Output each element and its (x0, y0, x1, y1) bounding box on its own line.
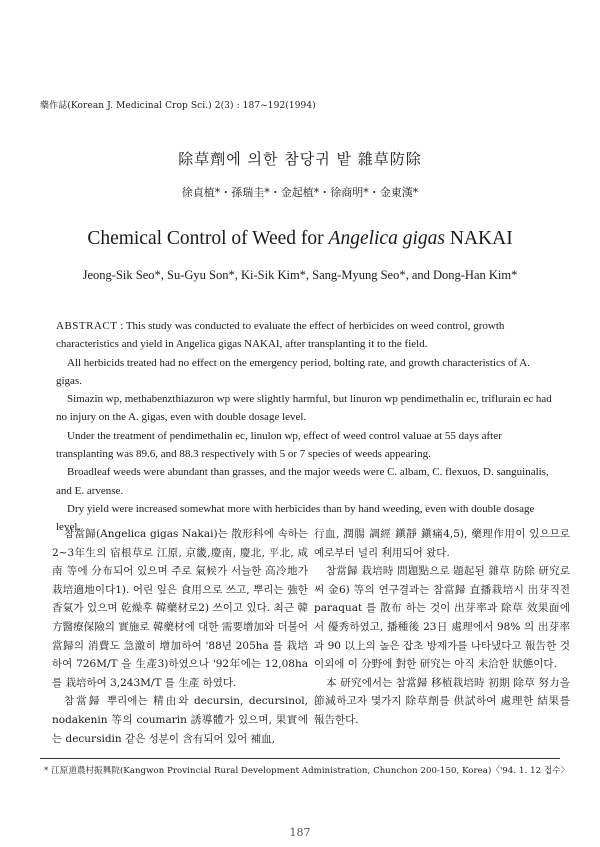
abstract-paragraph: Broadleaf weeds were abundant than grasses, and the major weeds were C. albam, C. flexuos, D. sanguinalis, and E. arvense. (56, 466, 549, 497)
abstract-label: ABSTRACT (56, 320, 118, 332)
footnote: * 江原道農村振興院(Kangwon Provincial Rural Development Administration, Chunchon 200-150, Korea)〈'94. 1. 12 접수〉 (44, 766, 570, 776)
body-column-right (314, 525, 570, 730)
title-korean: 除草劑에 의한 참당귀 밭 雜草防除 (178, 150, 422, 168)
title-english-species: Angelica gigas (328, 228, 445, 249)
body-paragraph: 참當歸 뿌리에는 精由와 decursin, decursinol, nodakenin 等의 coumarin 誘導體가 있으며, 果實에는 decursidin 같은 성분이 含有되어 있어 補血, (52, 695, 308, 745)
abstract-paragraph (56, 317, 556, 354)
body-paragraph: 참當歸 栽培時 問題點으로 題起된 雜草 防除 研究로써 金6) 等의 연구결과는 참當歸 直播栽培시 出芽직전 paraquat 를 散布 하는 것이 出芽率과 除草 效果面에서 優秀하였고, 播種後 23日 處理에서 98% 의 出芽率과 90 以上의 높은 잡초 방제가를 나타냈다고 報告한 것 이외에 이 分野에 對한 研究는 아직 未洽한 狀態이다. (314, 565, 570, 671)
title-english (0, 228, 600, 250)
abstract-paragraph: Dry yield were increased somewhat more with herbicides than by hand weeding, even with double dosage level. (56, 502, 535, 534)
abstract-paragraph: Under the treatment of pendimethalin ec, linulon wp, effect of weed control valuae at 55 days after transplanting was 89.6, and 88.3 respectively with 5 or 7 species of weeds appearing. (56, 429, 502, 461)
body-paragraph: 本 研究에서는 참當歸 移植栽培時 初期 除草 努力을 節減하고자 몇가지 除草劑를 供試하여 處理한 結果를 報告한다. (314, 676, 570, 726)
title-english-main: Chemical Control of Weed for (87, 228, 329, 249)
footnote-divider (40, 758, 560, 759)
body-paragraph: 行血, 潤腸 調經 鎭靜 鎭痛4,5), 藥理作用이 있으므로 예로부터 널리 利用되어 왔다. (314, 528, 570, 559)
abstract-text: : This study was conducted to evaluate the effect of herbicides on weed control, growth characteristics and yield in Angelica gigas NAKAI, after transplanting it to the field. (56, 320, 505, 351)
abstract (56, 317, 556, 537)
abstract-paragraph: All herbicids treated had no effect on the emergency period, bolting rate, and growth characteristics of A. gigas. (56, 356, 530, 387)
title-english-tail: NAKAI (444, 228, 513, 249)
body-paragraph: 참當歸(Angelica gigas Nakai)는 散形科에 속하는 2~3年生의 宿根草로 江原, 京畿,慶南, 慶北, 平北, 咸南 等에 分布되어 있으며 주로 氣候가 서늘한 高冷地가 栽培適地이다1). 어린 잎은 食用으로 쓰고, 뿌리는 強한 香氣가 있으며 乾燥후 韓藥材로2) 쓰이고 있다. 최근 韓方醫療保險의 實施로 韓藥材에 대한 需要增加와 더불어 當歸의 消費도 急激히 增加하여 '88년 205ha 를 栽培하여 726M/T 을 生產3)하였으나 '92年에는 12,08ha 를 栽培하여 3,243M/T 를 生產 하였다. (52, 528, 308, 689)
body-column-left (52, 525, 308, 748)
authors-english: Jeong-Sik Seo*, Su-Gyu Son*, Ki-Sik Kim*, Sang-Myung Seo*, and Dong-Han Kim* (82, 268, 518, 282)
authors-korean: 徐貞植*・孫瑞圭*・金起植*・徐商明*・金東漢* (181, 186, 419, 199)
journal-citation: 藥作誌(Korean J. Medicinal Crop Sci.) 2(3) : 187~192(1994) (40, 101, 316, 111)
page-number: 187 (289, 826, 311, 839)
abstract-paragraph: Simazin wp, methabenzthiazuron wp were slightly harmful, but linuron wp pendimethalin ec, triflurain ec had no injury on the A. gigas, even with double dosage level. (56, 393, 552, 424)
